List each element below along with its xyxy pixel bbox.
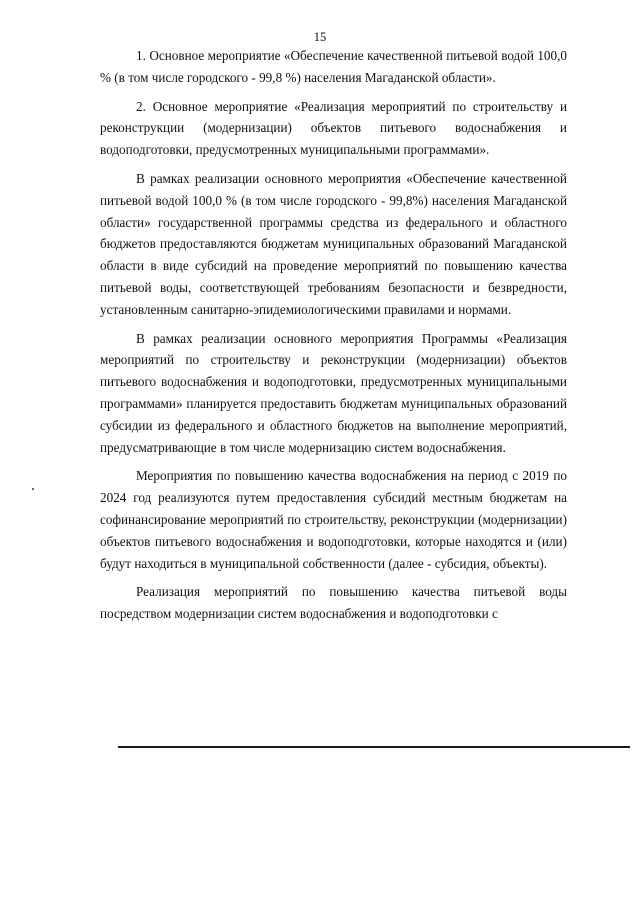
paragraph-subsidies-construction: В рамках реализации основного мероприятия Программы «Реализация мероприятий по строительству и реконструкции (модернизации) объектов питьевого водоснабжения и водоподготовки, предусмотренных муниципальными программами» планируется предоставить бюджетам муниципальных образований субсидии из федерального и областного бюджетов на выполнение мероприятий, предусматривающие в том числе модернизацию систем водоснабжения. [100,330,567,455]
page-number: 15 [313,30,327,44]
paragraph-main-activity-2: 2. Основное мероприятие «Реализация мероприятий по строительству и реконструкции (модернизации) объектов питьевого водоснабжения и водоподготовки, предусмотренных муниципальными программами». [100,98,567,158]
paragraph-modernization-continued: Реализация мероприятий по повышению качества питьевой воды посредством модернизации систем водоснабжения и водоподготовки с [100,584,567,622]
document-body [100,45,567,625]
paragraph-period-2019-2024: Мероприятия по повышению качества водоснабжения на период с 2019 по 2024 год реализуются путем предоставления субсидий местным бюджетам на софинансирование мероприятий по строительству, реконструкции (модернизации) объектов питьевого водоснабжения и водоподготовки, которые находятся и (или) будут находиться в муниципальной собственности (далее - субсидия, объекты). [100,468,567,571]
paragraph-main-activity-1: 1. Основное мероприятие «Обеспечение качественной питьевой водой 100,0 % (в том числе городского - 99,8 %) населения Магаданской области». [100,48,567,85]
scan-speck [32,488,34,490]
paragraph-subsidies-water-quality: В рамках реализации основного мероприятия «Обеспечение качественной питьевой водой 100,0 % (в том числе городского - 99,8%) населения Магаданской области» государственной программы средства из федерального и областного бюджетов предоставляются бюджетам муниципальных образований Магаданской области в виде субсидий на проведение мероприятий по повышению качества питьевой воды, соответствующей требованиям безопасности и безвредности, установленным санитарно-эпидемиологическими правилами и нормами. [100,170,567,317]
footer-rule-line [118,746,630,748]
